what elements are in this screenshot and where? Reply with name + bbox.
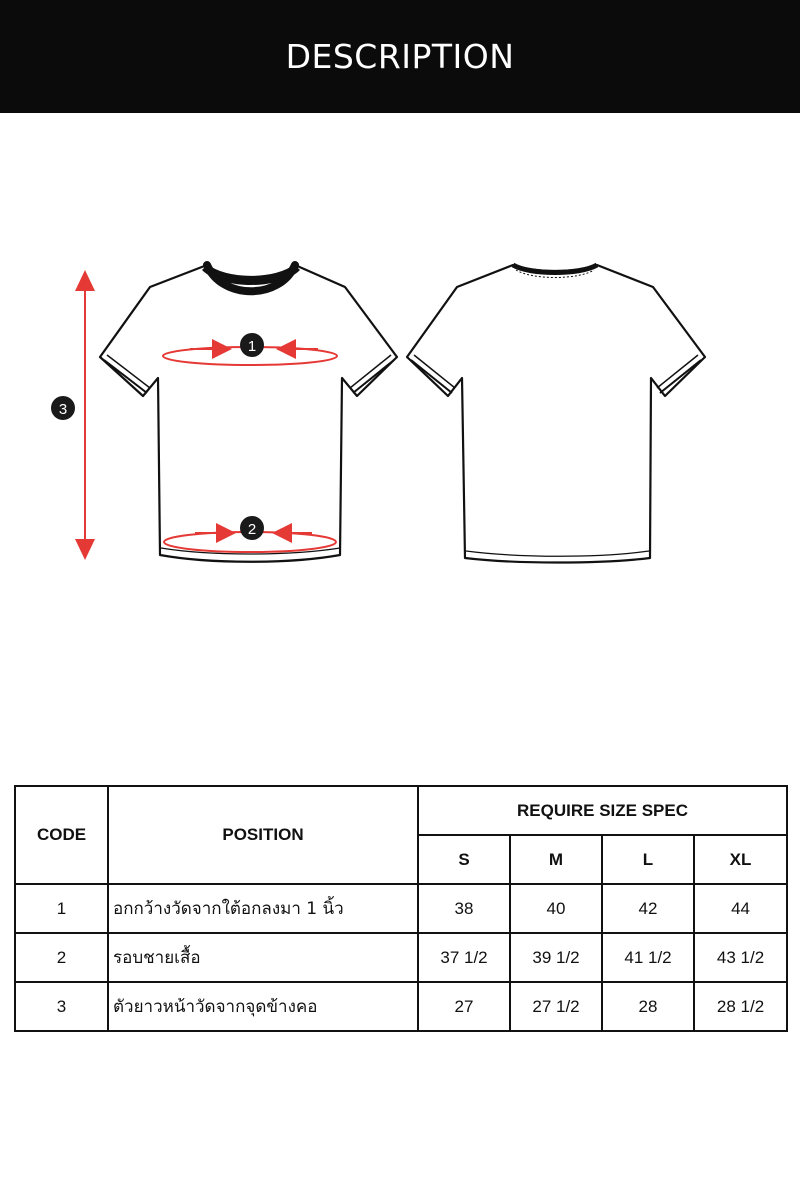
row-code: 1 [15,884,108,933]
marker-2-label: 2 [247,521,257,538]
row-value-m: 27 1/2 [510,982,602,1031]
position-header: POSITION [108,786,418,884]
marker-3-label: 3 [58,401,68,418]
size-header-l: L [602,835,694,884]
row-value-xl: 44 [694,884,787,933]
table-row [15,884,787,933]
tshirt-diagram [0,230,800,590]
row-position: รอบชายเสื้อ [108,933,418,982]
row-value-s: 27 [418,982,510,1031]
row-value-xl: 43 1/2 [694,933,787,982]
table-row [15,982,787,1031]
length-measurement [51,270,95,560]
tshirt-back [407,265,705,563]
page-title: DESCRIPTION [285,37,515,76]
code-header: CODE [15,786,108,884]
size-header-xl: XL [694,835,787,884]
marker-1-label: 1 [247,338,257,355]
row-code: 3 [15,982,108,1031]
header-bar [0,0,800,113]
row-position: อกกว้างวัดจากใต้อกลงมา 1 นิ้ว [108,884,418,933]
size-spec-table [14,785,788,1032]
row-value-m: 39 1/2 [510,933,602,982]
row-value-s: 37 1/2 [418,933,510,982]
spec-header: REQUIRE SIZE SPEC [418,786,787,835]
size-header-m: M [510,835,602,884]
row-value-l: 41 1/2 [602,933,694,982]
table-row [15,933,787,982]
row-value-l: 28 [602,982,694,1031]
row-value-xl: 28 1/2 [694,982,787,1031]
row-position: ตัวยาวหน้าวัดจากจุดข้างคอ [108,982,418,1031]
row-code: 2 [15,933,108,982]
row-value-m: 40 [510,884,602,933]
row-value-s: 38 [418,884,510,933]
row-value-l: 42 [602,884,694,933]
size-header-s: S [418,835,510,884]
